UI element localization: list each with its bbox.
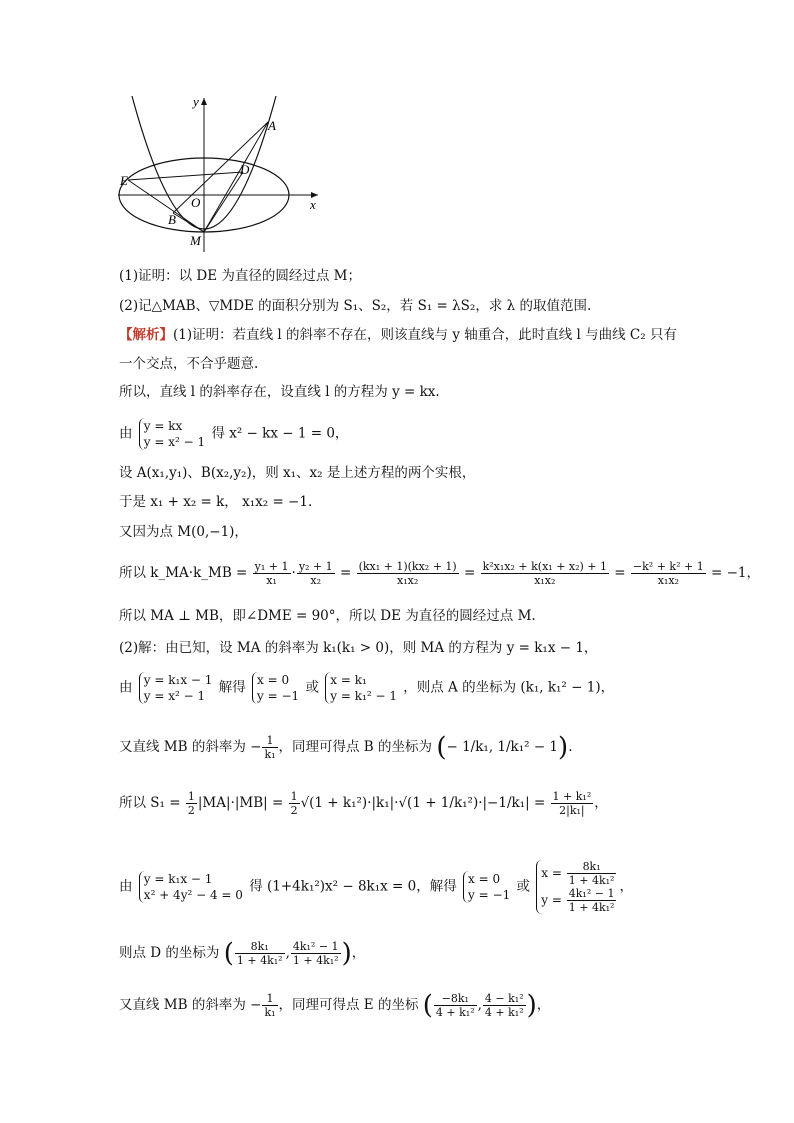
part2-statement: (2)记△MAB、▽MDE 的面积分别为 S₁、S₂，若 S₁ = λS₂，求 λ 的取值范围. — [119, 298, 592, 314]
analysis-tag: 【解析】 — [119, 327, 173, 343]
label-E: E — [120, 173, 128, 188]
analysis-line-2: 一个交点，不合乎题意. — [119, 356, 259, 372]
point-e-line: 又直线 MB 的斜率为 − $\frac{1}{\text{k₁}}$ ，同理可得点 E 的坐标 ( $\frac{\text{−8k₁}}{\text{4 + k₁²}}$ , $\frac{\text{4 − k₁²}}{\text{4 + k₁²}}$ )， — [119, 990, 551, 1021]
part1-statement: (1)证明：以 DE 为直径的圆经过点 M； — [119, 268, 361, 284]
mb-slope-line: 又直线 MB 的斜率为 − $\frac{1}{\text{k₁}}$ ，同理可得点 B 的坐标为 (− 1/k₁, 1/k₁² − 1). — [119, 732, 573, 763]
label-D: D — [240, 162, 250, 177]
analysis-line-1 — [119, 325, 677, 345]
point-m-line: 又因为点 M(0,−1)， — [119, 524, 248, 540]
part2-start-line: (2)解：由已知，设 MA 的斜率为 k₁(k₁ > 0)，则 MA 的方程为 y = k₁x − 1， — [119, 640, 598, 656]
perpendicular-line: 所以 MA ⊥ MB，即∠DME = 90°，所以 DE 为直径的圆经过点 M. — [119, 608, 536, 624]
s1-line: 所以 S₁ = $\frac{1}{2}$ |MA|·|MB| = $\frac{1}{2}$ √(1 + k₁²)·|k₁|·√(1 + 1/k₁²)·|−1/k₁| = $\frac{\text{1 + k₁²}}{\text{2|k₁|}}$ ， — [119, 790, 608, 817]
system-line-3: 由 y = k₁x − 1 x² + 4y² − 4 = 0 得 (1+4k₁²)x² − 8k₁x = 0，解得 x = 0 y = −1 或 x = $\frac{\text{8k₁}}{\text{1 + 4k₁²}}$ y = $\frac{\text{4k₁² − 1}}{\text{1 + 4k₁²}}$ ， — [119, 860, 633, 914]
vieta-line: 于是 x₁ + x₂ = k， x₁x₂ = −1. — [119, 494, 313, 510]
slope-product-line: 所以 k_MA·k_MB = $\frac{\text{y₁ + 1}}{\text{x₁}}$ · $\frac{\text{y₂ + 1}}{\text{x₂}}$ = $\frac{\text{(kx₁ + 1)(kx₂ + 1)}}{\text{x₁x₂}}$ = $\frac{\text{k²x₁x₂ + k(x₁ + x₂) + 1}}{\text{x₁x₂}}$ = $\frac{\text{−k² + k² + 1}}{\text{x₁x₂}}$ = −1， — [119, 560, 761, 587]
label-y: y — [193, 94, 199, 109]
system-1: y = kx y = x² − 1 — [139, 418, 205, 450]
point-d-line: 则点 D 的坐标为 ( $\frac{\text{8k₁}}{\text{1 + 4k₁²}}$ , $\frac{\text{4k₁² − 1}}{\text{1 + 4k₁²}}$ )， — [119, 938, 366, 969]
roots-line: 设 A(x₁,y₁)、B(x₂,y₂)，则 x₁、x₂ 是上述方程的两个实根， — [119, 465, 476, 481]
conic-figure — [118, 92, 338, 257]
label-O: O — [191, 195, 201, 210]
system-line-1: 由 y = kx y = x² − 1 得 x² − kx − 1 = 0， — [119, 419, 349, 449]
analysis-text-1: (1)证明：若直线 l 的斜率不存在，则该直线与 y 轴重合，此时直线 l 与曲线 C₂ 只有 — [173, 327, 677, 343]
system-line-2: 由 y = k₁x − 1 y = x² − 1 解得 x = 0 y = −1 或 x = k₁ y = k₁² − 1 ，则点 A 的坐标为 (k₁, k₁² − 1)， — [119, 673, 615, 703]
label-B: B — [168, 212, 176, 227]
label-x: x — [310, 197, 316, 212]
label-A: A — [268, 118, 276, 133]
analysis-line-3: 所以，直线 l 的斜率存在，设直线 l 的方程为 y = kx. — [119, 384, 440, 400]
label-M: M — [190, 233, 201, 248]
